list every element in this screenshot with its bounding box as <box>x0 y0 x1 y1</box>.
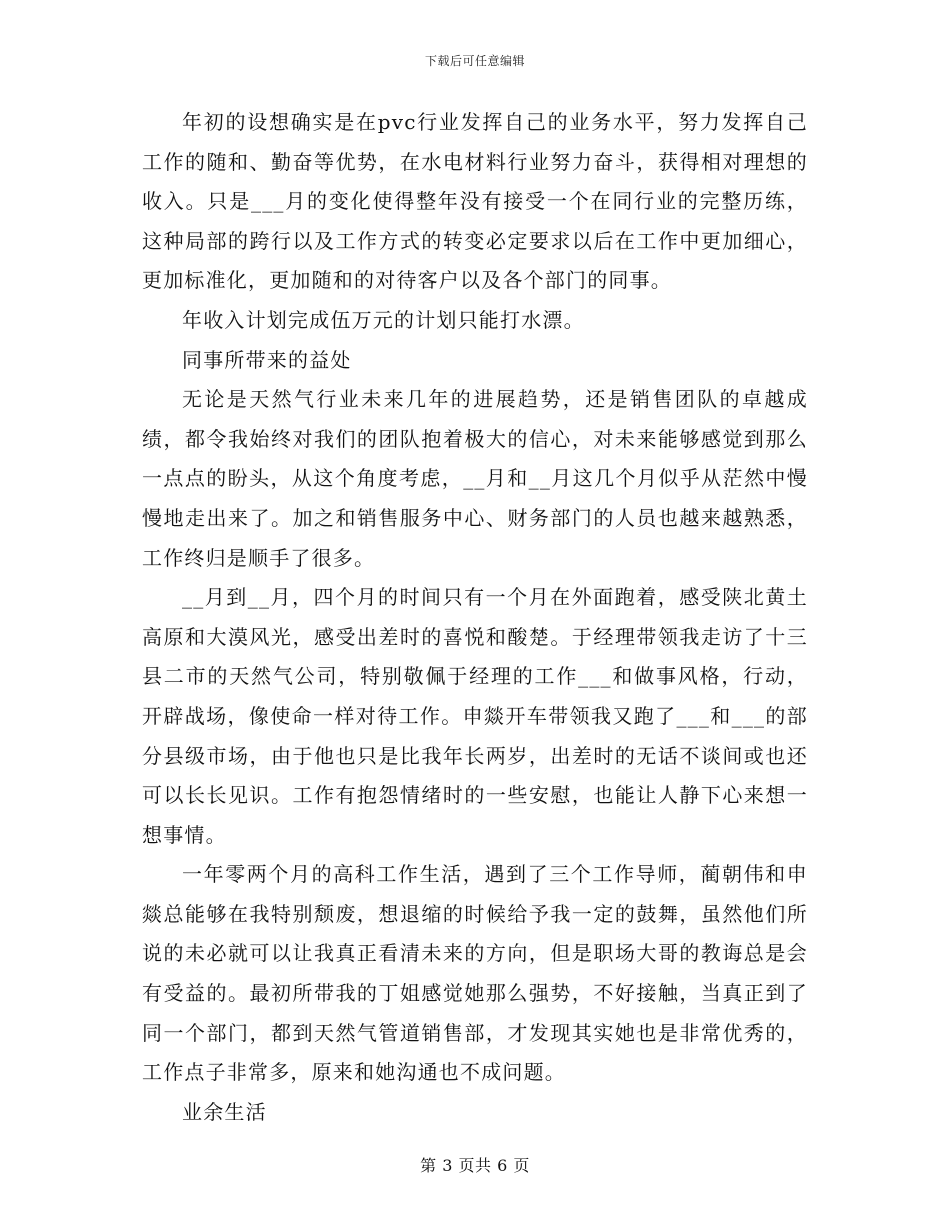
paragraph-team-confidence: 无论是天然气行业未来几年的进展趋势，还是销售团队的卓越成绩，都令我始终对我们的团队抱着极大的信心，对未来能够感觉到那么一点点的盼头，从这个角度考虑，__月和__月这几个月似乎从茫然中慢慢地走出来了。加之和销售服务中心、财务部门的人员也越来越熟悉，工作终归是顺手了很多。 <box>142 387 808 570</box>
section-heading-leisure: 业余生活 <box>182 1099 267 1124</box>
page-footer: 第 3 页共 6 页 <box>420 1156 530 1175</box>
paragraph-income-plan: 年收入计划完成伍万元的计划只能打水漂。 <box>182 307 585 332</box>
document-body <box>142 103 808 1132</box>
section-heading-colleagues: 同事所带来的益处 <box>182 347 352 372</box>
paragraph-mentors: 一年零两个月的高科工作生活，遇到了三个工作导师，蔺朝伟和申燚总能够在我特别颓废，想退缩的时候给予我一定的鼓舞，虽然他们所说的未必就可以让我真正看清未来的方向，但是职场大哥的教诲总是会有受益的。最初所带我的丁姐感觉她那么强势，不好接触，当真正到了同一个部门，都到天然气管道销售部，才发现其实她也是非常优秀的，工作点子非常多，原来和她沟通也不成问题。 <box>142 862 808 1085</box>
paragraph-business-trips: __月到__月，四个月的时间只有一个月在外面跑着，感受陕北黄土高原和大漠风光，感受出差时的喜悦和酸楚。于经理带领我走访了十三县二市的天然气公司，特别敬佩于经理的工作___和做事风格，行动，开辟战场，像使命一样对待工作。申燚开车带领我又跑了___和___的部分县级市场，由于他也只是比我年长两岁，出差时的无话不谈间或也还可以长长见识。工作有抱怨情绪时的一些安慰，也能让人静下心来想一想事情。 <box>142 585 808 847</box>
page-header: 下载后可任意编辑 <box>424 54 525 68</box>
paragraph-annual-plan: 年初的设想确实是在pvc行业发挥自己的业务水平，努力发挥自己工作的随和、勤奋等优势，在水电材料行业努力奋斗，获得相对理想的收入。只是___月的变化使得整年没有接受一个在同行业的完整历练，这种局部的跨行以及工作方式的转变必定要求以后在工作中更加细心，更加标准化，更加随和的对待客户以及各个部门的同事。 <box>142 110 808 293</box>
